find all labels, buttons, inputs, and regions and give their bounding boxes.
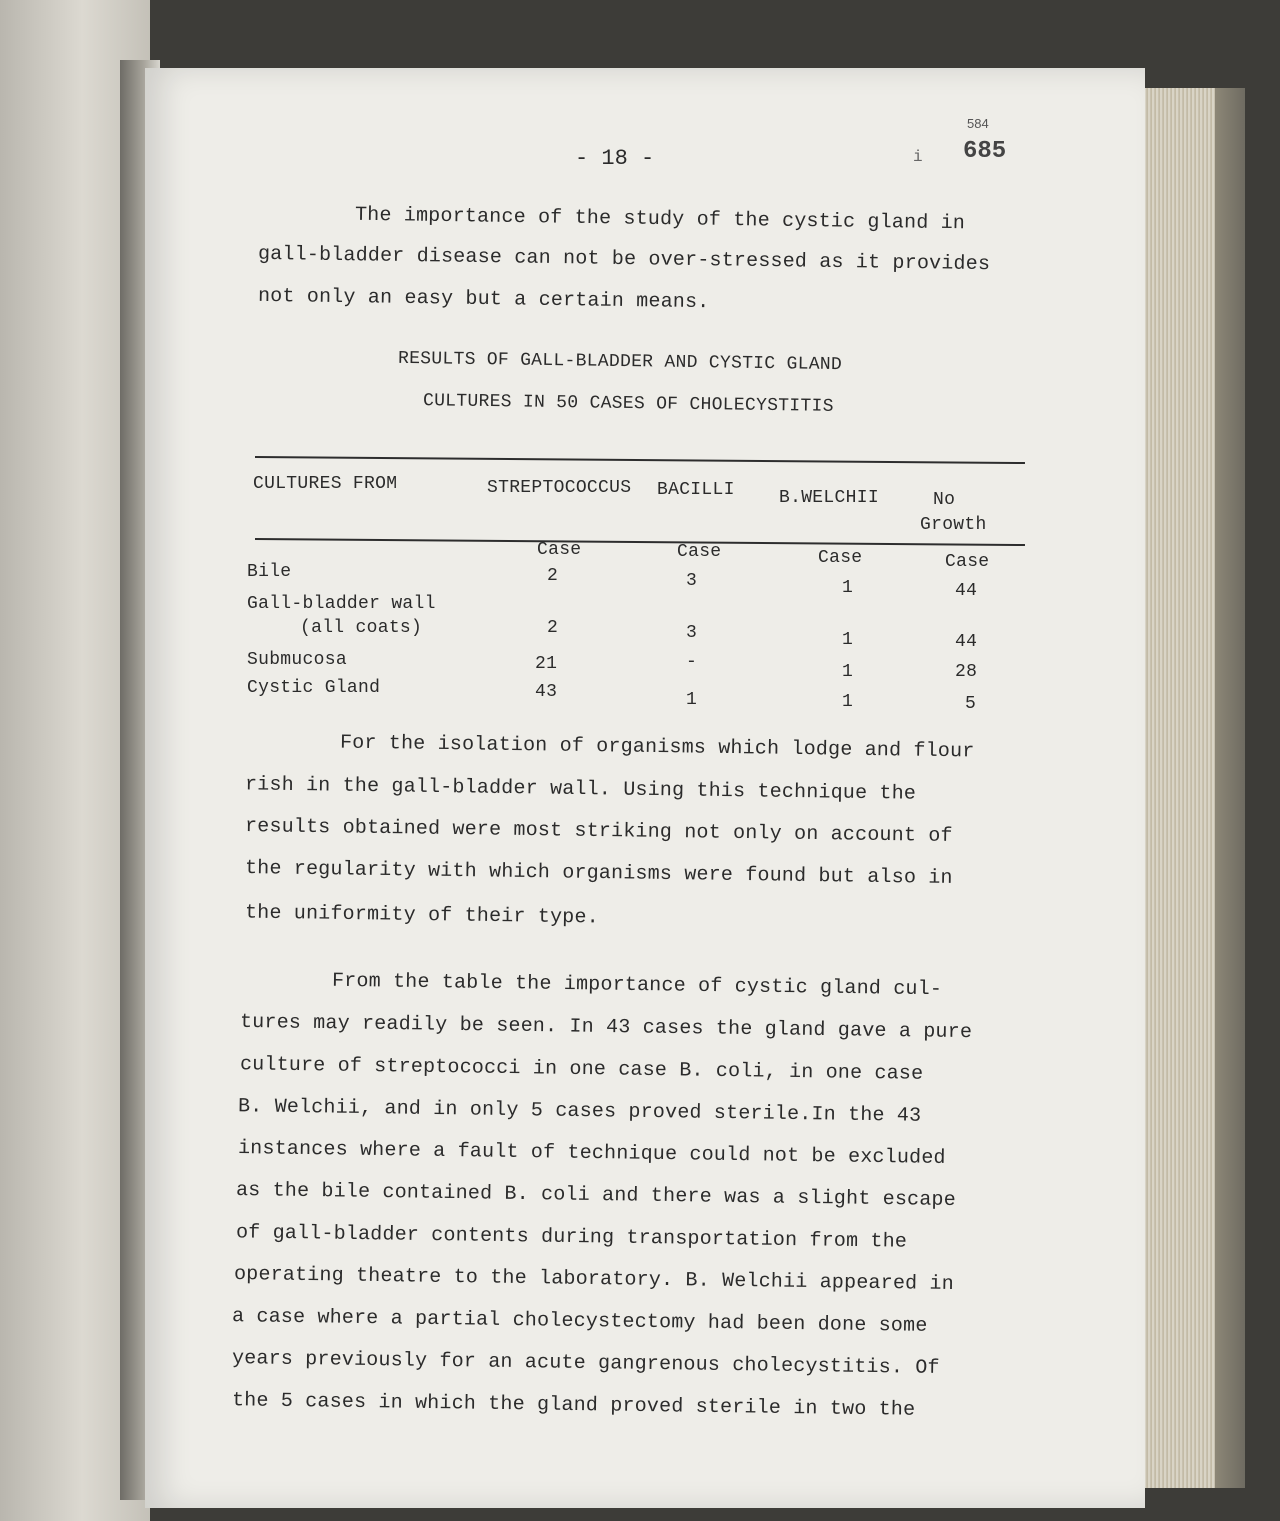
table-top-rule bbox=[255, 456, 1025, 464]
unit-none: Case bbox=[945, 552, 990, 572]
intro-line-2: gall-bladder disease can not be over-stressed as it provides bbox=[257, 242, 991, 277]
cell-cg-strep: 43 bbox=[535, 682, 558, 702]
para1-line-4: the regularity with which organisms were found but also in bbox=[244, 857, 953, 890]
unit-strep: Case bbox=[537, 540, 582, 560]
cell-bile-welchii: 1 bbox=[842, 578, 854, 598]
table-header-rule bbox=[255, 538, 1025, 546]
para2-line-6: as the bile contained B. coli and there was a slight escape bbox=[235, 1178, 957, 1213]
para1-line-5: the uniformity of their type. bbox=[244, 901, 600, 930]
col-header-no-growth-2: Growth bbox=[920, 515, 987, 535]
cell-bile-none: 44 bbox=[955, 581, 978, 601]
cell-sub-welchii: 1 bbox=[842, 662, 854, 682]
cell-cg-none: 5 bbox=[965, 694, 977, 714]
table-title-line-2: CULTURES IN 50 CASES OF CHOLECYSTITIS bbox=[422, 391, 834, 417]
cell-gb-bacilli: 3 bbox=[686, 623, 698, 643]
para2-line-3: culture of streptococci in one case B. coli, in one case bbox=[239, 1053, 924, 1086]
cell-bile-bacilli: 3 bbox=[686, 571, 698, 591]
para2-line-11: the 5 cases in which the gland proved sterile in two the bbox=[231, 1389, 916, 1422]
para2-line-5: instances where a fault of technique could not be excluded bbox=[237, 1137, 946, 1170]
folio-mark: i bbox=[913, 148, 923, 166]
cell-cg-welchii: 1 bbox=[842, 692, 854, 712]
unit-bacilli: Case bbox=[677, 542, 722, 562]
row-label-gb-wall: Gall-bladder wall bbox=[247, 594, 436, 614]
col-header-cultures-from: CULTURES FROM bbox=[253, 474, 398, 494]
para2-line-9: a case where a partial cholecystectomy had been done some bbox=[231, 1305, 928, 1338]
book-spine bbox=[1215, 88, 1245, 1488]
cell-bile-strep: 2 bbox=[547, 566, 559, 586]
table-title-line-1: RESULTS OF GALL-BLADDER AND CYSTIC GLAND bbox=[397, 348, 843, 376]
row-label-bile: Bile bbox=[247, 562, 292, 582]
page-number: - 18 - bbox=[575, 146, 655, 171]
intro-line-1: The importance of the study of the cystic gland in bbox=[354, 203, 966, 236]
intro-line-3: not only an easy but a certain means. bbox=[257, 284, 710, 315]
document-page bbox=[145, 68, 1145, 1508]
pencil-note: 584 bbox=[967, 116, 989, 131]
col-header-streptococcus: STREPTOCOCCUS bbox=[487, 478, 632, 498]
para2-line-2: tures may readily be seen. In 43 cases the gland gave a pure bbox=[239, 1010, 973, 1045]
row-label-submucosa: Submucosa bbox=[247, 650, 347, 670]
col-header-no-growth-1: No bbox=[933, 490, 956, 510]
unit-welchii: Case bbox=[818, 548, 863, 568]
cell-sub-bacilli: - bbox=[686, 652, 698, 672]
para2-line-8: operating theatre to the laboratory. B. Welchii appeared in bbox=[233, 1262, 955, 1297]
para2-line-1: From the table the importance of cystic gland cul- bbox=[331, 969, 943, 1002]
cell-gb-none: 44 bbox=[955, 632, 978, 652]
cell-sub-none: 28 bbox=[955, 662, 978, 682]
para1-line-1: For the isolation of organisms which lodge and flour bbox=[339, 731, 975, 764]
para2-line-4: B. Welchii, and in only 5 cases proved sterile.In the 43 bbox=[237, 1095, 922, 1128]
row-label-cystic-gland: Cystic Gland bbox=[247, 678, 381, 698]
cell-sub-strep: 21 bbox=[535, 654, 558, 674]
cell-gb-welchii: 1 bbox=[842, 630, 854, 650]
para1-line-2: rish in the gall-bladder wall. Using this technique the bbox=[244, 773, 917, 806]
row-label-gb-wall-2: (all coats) bbox=[300, 618, 423, 638]
col-header-bacilli: BACILLI bbox=[657, 480, 735, 500]
para1-line-3: results obtained were most striking not only on account of bbox=[244, 815, 953, 848]
col-header-b-welchii: B.WELCHII bbox=[779, 488, 879, 508]
folio-stamp: 685 bbox=[963, 138, 1007, 165]
para2-line-7: of gall-bladder contents during transportation from the bbox=[235, 1221, 908, 1254]
para2-line-10: years previously for an acute gangrenous cholecystitis. Of bbox=[231, 1347, 940, 1380]
cell-gb-strep: 2 bbox=[547, 618, 559, 638]
cell-cg-bacilli: 1 bbox=[686, 690, 698, 710]
